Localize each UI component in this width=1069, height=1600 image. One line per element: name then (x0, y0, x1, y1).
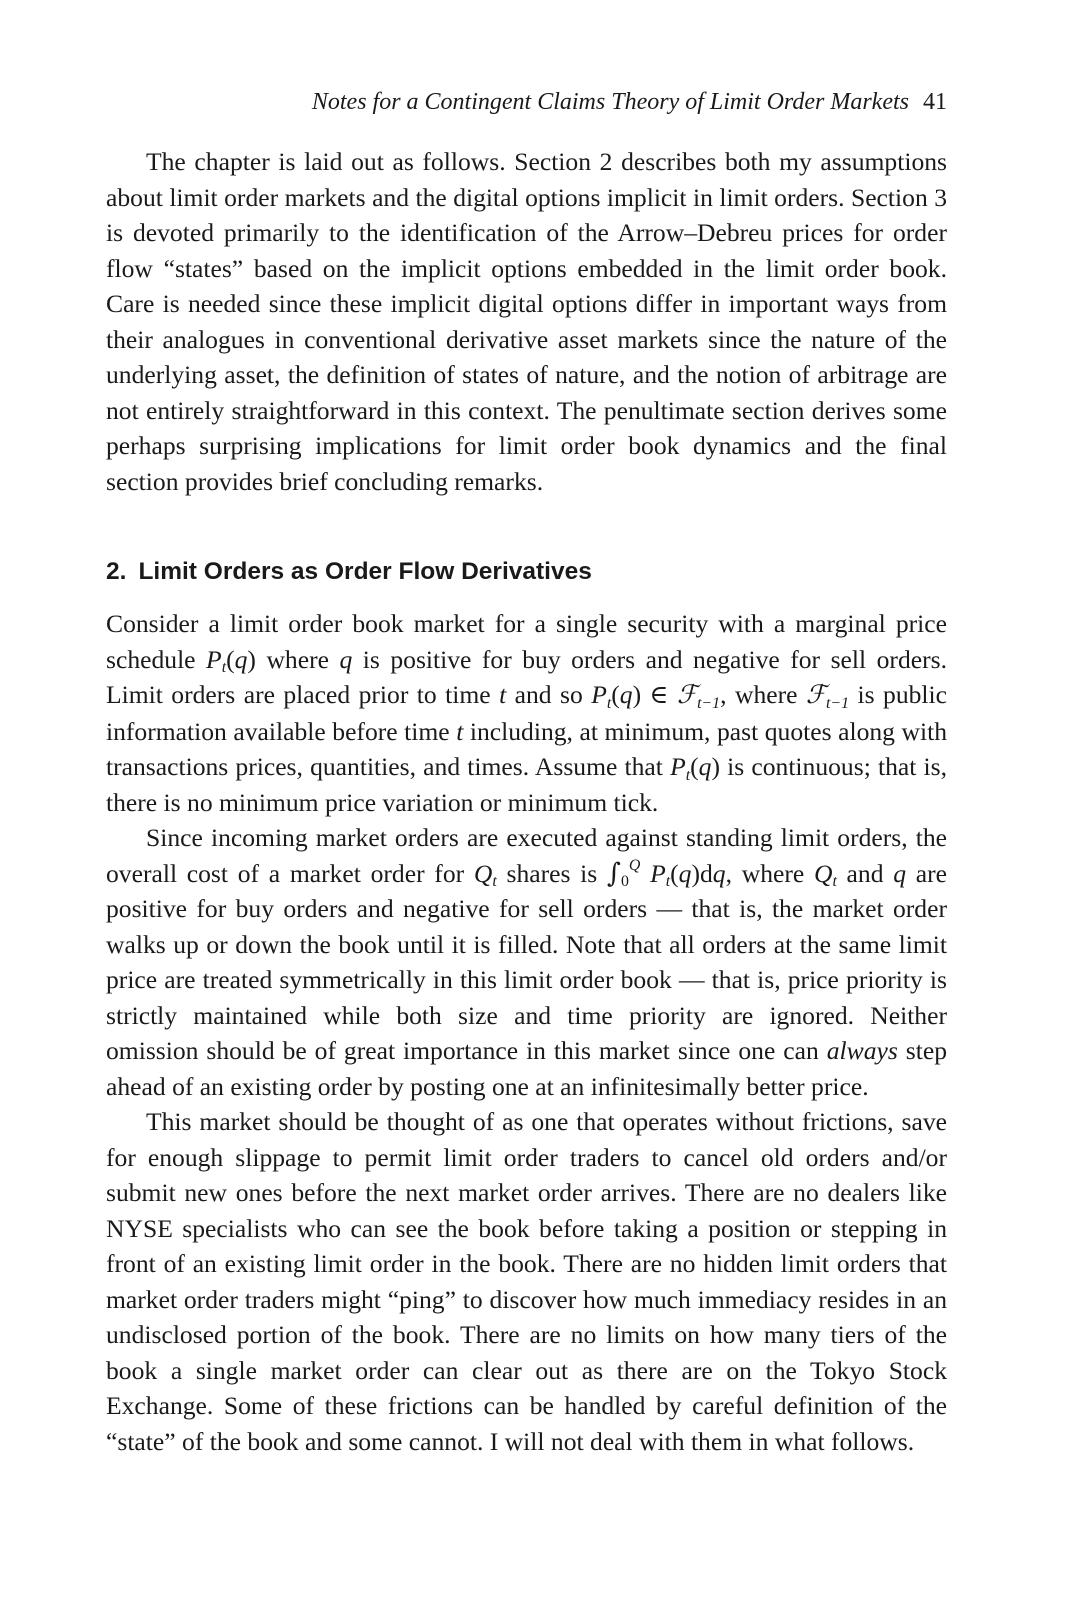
text-run: including, at minimum, past quotes along with transactions prices, quantities, and times. Assume that (106, 716, 947, 781)
paragraph-3: This market should be thought of as one that operates without frictions, save for enough slippage to permit limit order traders to cancel old orders and/or submit new ones before the next market order arrives. There are no dealers like NYSE specialists who can see the book before taking a position or stepping in front of an existing limit order in the book. There are no hidden limit orders that market order traders might “ping” to discover how much immediacy resides in an undisclosed portion of the book. There are no limits on how many tiers of the book a single market order can clear out as there are on the Tokyo Stock Exchange. Some of these frictions can be handled by careful definition of the “state” of the book and some cannot. I will not deal with them in what follows. (106, 1107, 947, 1456)
text-run: Since incoming market orders are executed against standing limit orders, the overall cost of a market order for (106, 823, 947, 888)
math-Q: $Q_t$ (473, 858, 497, 891)
math-price-schedule: $P_t(q)$ (670, 752, 720, 784)
text-run: is positive for buy orders and negative for sell orders. Limit orders are placed prior to time (106, 644, 947, 709)
text-run: where (255, 644, 340, 674)
section-title: Limit Orders as Order Flow Derivatives (138, 558, 592, 585)
paragraph-2 (106, 820, 947, 1104)
text-run: step ahead of an existing order by posting one at an infinitesimally better price. (106, 1036, 947, 1101)
math-Q: $Q_t$ (813, 858, 837, 891)
math-integral: $\int_0^Q$ $P_t(q)dq$ (606, 856, 726, 891)
emphasis: always (826, 1036, 898, 1065)
text-run: are positive for buy orders and negative for sell orders — that is, the market order walks up or down the book until it is filled. Note that all orders at the same limit price are treated symmetrically in this limit order book — that is, price priority is strictly maintained while both size and time priority are ignored. Neither omission should be of great importance in this market since one can (106, 858, 947, 1065)
math-price-schedule: $P_t(q)$ (206, 644, 256, 677)
text-run: shares is (496, 858, 607, 888)
text-run: is continuous; that is, there is no minimum price variation or minimum tick. (106, 752, 947, 817)
text-run: , where (720, 680, 806, 709)
section-number: 2. (106, 558, 127, 585)
math-q: q (339, 644, 353, 674)
text-run: and (836, 858, 894, 888)
paragraph-1 (106, 606, 947, 820)
math-t: t (499, 680, 507, 709)
math-membership: $P_t(q)$ ∈ ℱ$_{t-1}$ (591, 680, 721, 712)
intro-paragraph: The chapter is laid out as follows. Section 2 describes both my assumptions about limit order markets and the digital options implicit in limit orders. Section 3 is devoted primarily to the identification of the Arrow–Debreu prices for order flow “states” based on the implicit options embedded in the limit order book. Care is needed since these implicit digital options differ in important ways from their analogues in conventional derivative asset markets since the nature of the underlying asset, the definition of states of nature, and the notion of arbitrage are not entirely straightforward in this context. The penultimate section derives some perhaps surprising implications for limit order book dynamics and the final section provides brief concluding remarks. (106, 147, 947, 496)
math-info-set: ℱ$_{t-1}$ (805, 680, 850, 712)
running-head-title: Notes for a Contingent Claims Theory of Limit Order Markets (311, 89, 909, 115)
section-body (106, 606, 947, 1459)
text-run: and so (506, 680, 592, 709)
running-head (312, 86, 947, 118)
text-run: , where (725, 858, 814, 888)
intro-section (106, 144, 947, 499)
text-run: is public information available before time (106, 680, 948, 746)
page-number: 41 (923, 89, 947, 115)
math-q: q (893, 858, 907, 888)
section-heading (106, 556, 592, 588)
math-t: t (456, 716, 464, 746)
text-run: Consider a limit order book market for a single security with a marginal price schedule (106, 609, 947, 674)
